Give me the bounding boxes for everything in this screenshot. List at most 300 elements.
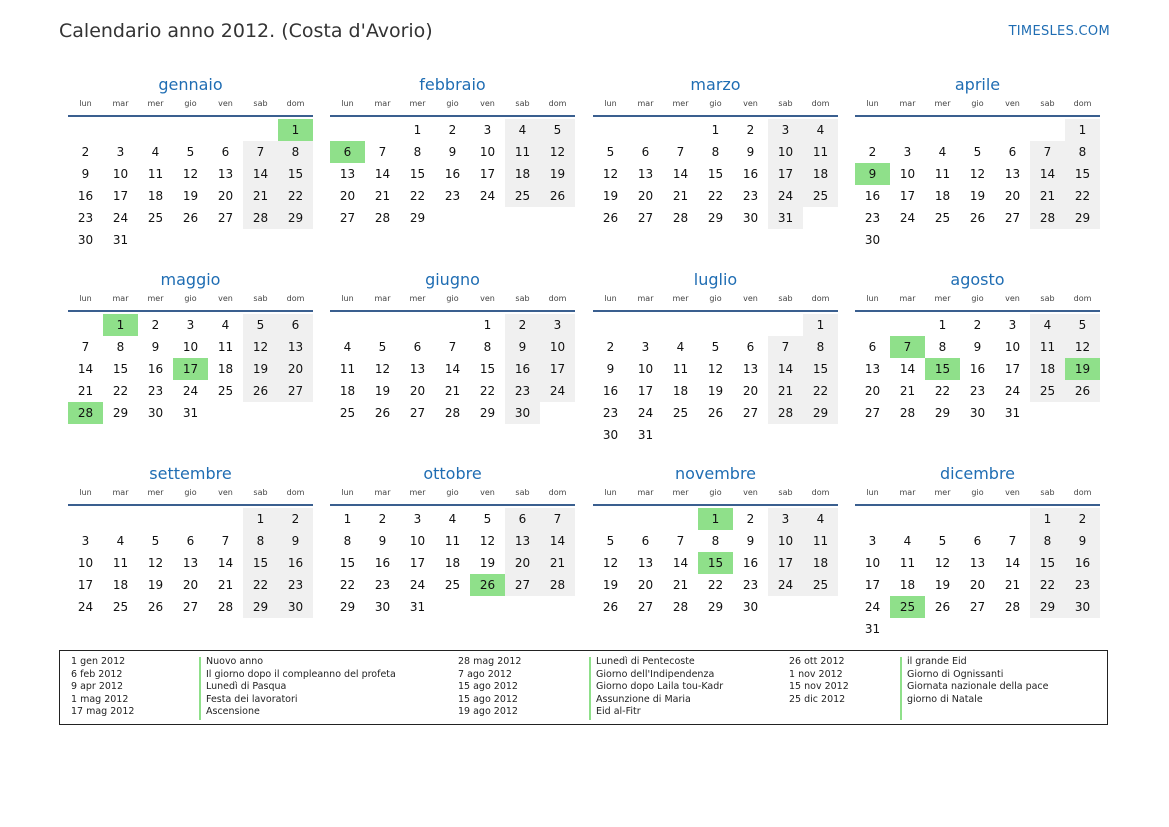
day-cell: 25 — [147, 211, 164, 225]
day-cell: 31 — [768, 207, 803, 229]
month-settembre — [68, 463, 313, 618]
day-cell: 3 — [81, 534, 90, 548]
month-aprile — [855, 74, 1100, 251]
day-cell: 7 — [1030, 141, 1065, 163]
day-cell: 18 — [444, 556, 461, 570]
weekday-label: mar — [374, 488, 391, 497]
day-cell: 3 — [768, 119, 803, 141]
day-cell: 25 — [934, 211, 951, 225]
holiday-day: 7 — [890, 336, 925, 358]
day-cell: 26 — [602, 211, 619, 225]
day-cell: 20 — [182, 578, 199, 592]
weekday-label: dom — [286, 99, 305, 108]
month-name: maggio — [160, 270, 221, 289]
day-cell: 6 — [413, 340, 422, 354]
day-cell: 16 — [374, 556, 391, 570]
day-cell: 3 — [186, 318, 195, 332]
day-cell: 30 — [742, 600, 759, 614]
day-cell: 12 — [934, 556, 951, 570]
weekday-label: mar — [899, 488, 916, 497]
day-cell: 4 — [151, 145, 160, 159]
day-cell: 5 — [540, 119, 575, 141]
month-rule — [593, 504, 838, 506]
day-cell: 19 — [969, 189, 986, 203]
day-cell: 22 — [243, 574, 278, 596]
day-cell: 23 — [278, 574, 313, 596]
day-cell: 9 — [151, 340, 160, 354]
weekday-label: gio — [709, 294, 722, 303]
day-cell: 18 — [217, 362, 234, 376]
day-cell: 4 — [343, 340, 352, 354]
day-cell: 28 — [1030, 207, 1065, 229]
day-cell: 28 — [768, 402, 803, 424]
holiday-day: 25 — [890, 596, 925, 618]
day-cell: 29 — [112, 406, 129, 420]
day-cell: 1 — [483, 318, 492, 332]
weekday-label: lun — [604, 488, 617, 497]
day-cell: 11 — [217, 340, 234, 354]
month-rule — [330, 504, 575, 506]
day-cell: 7 — [81, 340, 90, 354]
legend-date: 25 dic 2012 — [789, 693, 846, 705]
day-cell: 4 — [803, 119, 838, 141]
day-cell: 30 — [969, 406, 986, 420]
day-cell: 3 — [868, 534, 877, 548]
day-cell: 18 — [899, 578, 916, 592]
legend-date: 26 ott 2012 — [789, 656, 845, 667]
day-cell: 18 — [803, 552, 838, 574]
day-cell: 1 — [938, 318, 947, 332]
day-cell: 10 — [112, 167, 129, 181]
day-cell: 9 — [1065, 530, 1100, 552]
legend-holiday: Nuovo anno — [206, 656, 264, 667]
legend-dates-1 — [71, 656, 134, 719]
day-cell: 7 — [448, 340, 457, 354]
month-name: dicembre — [939, 464, 1016, 483]
day-grid — [855, 314, 1100, 424]
month-name: gennaio — [158, 75, 223, 94]
day-cell: 21 — [374, 189, 391, 203]
day-cell: 2 — [973, 318, 982, 332]
day-cell: 10 — [479, 145, 496, 159]
day-cell: 30 — [864, 233, 881, 247]
day-cell: 25 — [339, 406, 356, 420]
day-cell: 5 — [938, 534, 947, 548]
weekday-label: lun — [341, 294, 354, 303]
legend-date: 17 mag 2012 — [71, 706, 135, 718]
legend-holiday: giorno di Natale — [907, 693, 983, 705]
day-cell: 17 — [540, 358, 575, 380]
weekday-label: mer — [934, 99, 951, 108]
month-rule — [855, 504, 1100, 506]
day-cell: 18 — [803, 163, 838, 185]
day-cell: 13 — [339, 167, 356, 181]
day-cell: 6 — [641, 145, 650, 159]
day-cell: 14 — [1004, 556, 1021, 570]
day-cell: 21 — [444, 384, 461, 398]
day-cell: 11 — [505, 141, 540, 163]
month-name: febbraio — [419, 75, 486, 94]
day-cell: 22 — [479, 384, 496, 398]
day-cell: 25 — [505, 185, 540, 207]
legend-date: 1 mag 2012 — [71, 693, 129, 705]
day-grid — [593, 119, 838, 229]
day-cell: 4 — [676, 340, 685, 354]
weekday-label: mer — [934, 294, 951, 303]
day-cell: 20 — [217, 189, 234, 203]
day-cell: 24 — [112, 211, 129, 225]
day-cell: 2 — [868, 145, 877, 159]
month-rule — [68, 310, 313, 312]
day-cell: 16 — [505, 358, 540, 380]
day-cell: 25 — [803, 574, 838, 596]
day-cell: 10 — [768, 530, 803, 552]
month-gennaio — [68, 74, 313, 251]
day-cell: 6 — [1008, 145, 1017, 159]
day-cell: 7 — [676, 145, 685, 159]
day-cell: 6 — [221, 145, 230, 159]
weekday-label: gio — [446, 294, 459, 303]
weekday-label: gio — [446, 99, 459, 108]
weekday-label: sab — [253, 294, 268, 303]
legend-date: 19 ago 2012 — [458, 706, 518, 718]
day-cell: 29 — [243, 596, 278, 618]
day-cell: 22 — [409, 189, 426, 203]
day-cell: 22 — [112, 384, 129, 398]
day-cell: 5 — [973, 145, 982, 159]
day-cell: 1 — [413, 123, 422, 137]
day-cell: 5 — [606, 145, 615, 159]
weekday-label: sab — [1040, 99, 1055, 108]
day-cell: 11 — [934, 167, 951, 181]
month-maggio — [68, 269, 313, 424]
day-cell: 13 — [637, 167, 654, 181]
day-cell: 17 — [899, 189, 916, 203]
day-cell: 11 — [444, 534, 461, 548]
holiday-day: 1 — [698, 508, 733, 530]
legend-holiday: Giorno dopo Laila tou-Kadr — [596, 681, 724, 693]
legend-names-2 — [596, 656, 723, 719]
day-cell: 29 — [707, 600, 724, 614]
day-cell: 24 — [409, 578, 426, 592]
day-cell: 8 — [803, 336, 838, 358]
weekday-label: ven — [480, 294, 495, 303]
day-cell: 6 — [746, 340, 755, 354]
day-cell: 12 — [540, 141, 575, 163]
day-cell: 29 — [803, 402, 838, 424]
weekday-label: mar — [637, 99, 654, 108]
legend-holiday: Lunedì di Pentecoste — [596, 656, 695, 667]
day-cell: 8 — [711, 145, 720, 159]
day-grid — [330, 119, 575, 229]
weekday-label: lun — [79, 99, 92, 108]
day-grid — [68, 314, 313, 424]
legend-holiday: Eid al-Fitr — [596, 706, 641, 718]
day-cell: 23 — [864, 211, 881, 225]
day-cell: 17 — [479, 167, 496, 181]
month-name: aprile — [954, 75, 1001, 94]
day-cell: 27 — [864, 406, 881, 420]
weekday-label: sab — [515, 99, 530, 108]
day-cell: 26 — [934, 600, 951, 614]
weekday-label: sab — [778, 294, 793, 303]
day-cell: 11 — [672, 362, 689, 376]
legend-holiday: il grande Eid — [907, 656, 967, 667]
day-cell: 18 — [934, 189, 951, 203]
day-cell: 4 — [448, 512, 457, 526]
holiday-day: 15 — [925, 358, 960, 380]
day-cell: 24 — [182, 384, 199, 398]
day-cell: 20 — [637, 578, 654, 592]
month-rule — [330, 310, 575, 312]
day-cell: 22 — [934, 384, 951, 398]
day-cell: 9 — [746, 534, 755, 548]
day-cell: 16 — [278, 552, 313, 574]
day-cell: 14 — [243, 163, 278, 185]
day-cell: 11 — [1030, 336, 1065, 358]
day-cell: 16 — [742, 556, 759, 570]
site-link[interactable]: TIMESLES.COM — [1008, 24, 1110, 39]
day-cell: 15 — [409, 167, 426, 181]
day-cell: 16 — [969, 362, 986, 376]
weekday-label: mer — [672, 99, 689, 108]
legend-date: 7 ago 2012 — [458, 668, 512, 680]
day-cell: 24 — [479, 189, 496, 203]
day-cell: 28 — [374, 211, 391, 225]
day-cell: 1 — [1065, 119, 1100, 141]
weekday-label: sab — [253, 99, 268, 108]
legend-date: 15 ago 2012 — [458, 693, 518, 705]
day-cell: 13 — [409, 362, 426, 376]
weekday-label: gio — [184, 99, 197, 108]
day-cell: 2 — [746, 123, 755, 137]
page-title: Calendario anno 2012. (Costa d'Avorio) — [59, 20, 433, 42]
day-cell: 24 — [540, 380, 575, 402]
day-cell: 9 — [746, 145, 755, 159]
legend-names-1 — [206, 656, 396, 719]
day-cell: 18 — [505, 163, 540, 185]
day-cell: 12 — [602, 556, 619, 570]
month-marzo — [593, 74, 838, 229]
day-cell: 27 — [969, 600, 986, 614]
day-cell: 8 — [116, 340, 125, 354]
day-cell: 3 — [116, 145, 125, 159]
day-cell: 10 — [182, 340, 199, 354]
day-cell: 29 — [707, 211, 724, 225]
weekday-label: gio — [971, 294, 984, 303]
weekday-header — [68, 99, 313, 112]
day-cell: 8 — [938, 340, 947, 354]
weekday-label: dom — [548, 294, 567, 303]
day-cell: 14 — [899, 362, 916, 376]
day-cell: 30 — [77, 233, 94, 247]
month-rule — [330, 115, 575, 117]
day-cell: 4 — [938, 145, 947, 159]
day-cell: 28 — [1004, 600, 1021, 614]
weekday-label: mer — [409, 294, 426, 303]
day-cell: 25 — [803, 185, 838, 207]
day-cell: 19 — [602, 578, 619, 592]
weekday-label: gio — [971, 99, 984, 108]
weekday-label: mer — [147, 99, 164, 108]
day-cell: 29 — [934, 406, 951, 420]
day-cell: 6 — [868, 340, 877, 354]
day-cell: 27 — [339, 211, 356, 225]
weekday-label: sab — [1040, 488, 1055, 497]
legend-holiday: Lunedì di Pasqua — [206, 681, 287, 693]
legend-date: 1 gen 2012 — [71, 656, 126, 667]
day-cell: 23 — [742, 189, 759, 203]
day-cell: 27 — [637, 600, 654, 614]
day-grid — [68, 508, 313, 618]
day-cell: 22 — [1065, 185, 1100, 207]
day-cell: 19 — [182, 189, 199, 203]
legend-date: 28 mag 2012 — [458, 656, 522, 667]
day-cell: 24 — [77, 600, 94, 614]
day-cell: 3 — [768, 508, 803, 530]
legend-date: 1 nov 2012 — [789, 668, 843, 680]
day-cell: 10 — [1004, 340, 1021, 354]
day-cell: 12 — [969, 167, 986, 181]
day-cell: 29 — [1030, 596, 1065, 618]
day-cell: 27 — [182, 600, 199, 614]
day-cell: 5 — [606, 534, 615, 548]
day-cell: 5 — [378, 340, 387, 354]
weekday-label: lun — [604, 294, 617, 303]
legend-divider — [900, 657, 902, 720]
weekday-label: sab — [253, 488, 268, 497]
day-cell: 21 — [899, 384, 916, 398]
day-grid — [593, 314, 838, 446]
weekday-label: dom — [811, 294, 830, 303]
day-cell: 26 — [147, 600, 164, 614]
weekday-label: ven — [218, 99, 233, 108]
weekday-label: ven — [218, 294, 233, 303]
day-cell: 4 — [803, 508, 838, 530]
day-cell: 28 — [444, 406, 461, 420]
day-cell: 3 — [483, 123, 492, 137]
day-cell: 23 — [147, 384, 164, 398]
day-cell: 20 — [864, 384, 881, 398]
legend-names-3 — [907, 656, 1049, 706]
day-cell: 25 — [1030, 380, 1065, 402]
day-cell: 2 — [81, 145, 90, 159]
day-cell: 29 — [409, 211, 426, 225]
day-cell: 4 — [505, 119, 540, 141]
day-cell: 19 — [540, 163, 575, 185]
day-cell: 4 — [903, 534, 912, 548]
day-cell: 31 — [112, 233, 129, 247]
weekday-label: dom — [1073, 294, 1092, 303]
day-cell: 9 — [448, 145, 457, 159]
day-cell: 27 — [1004, 211, 1021, 225]
weekday-label: mer — [147, 488, 164, 497]
weekday-label: sab — [778, 99, 793, 108]
day-cell: 19 — [602, 189, 619, 203]
day-cell: 31 — [182, 406, 199, 420]
weekday-label: dom — [548, 99, 567, 108]
day-cell: 22 — [339, 578, 356, 592]
day-cell: 6 — [278, 314, 313, 336]
day-cell: 24 — [864, 600, 881, 614]
day-cell: 31 — [637, 428, 654, 442]
day-grid — [68, 119, 313, 251]
weekday-label: mer — [409, 488, 426, 497]
weekday-label: dom — [548, 488, 567, 497]
day-cell: 17 — [768, 552, 803, 574]
day-cell: 19 — [707, 384, 724, 398]
holiday-day: 19 — [1065, 358, 1100, 380]
day-cell: 20 — [339, 189, 356, 203]
legend-holiday: Giorno di Ognissanti — [907, 668, 1004, 680]
day-cell: 4 — [221, 318, 230, 332]
day-cell: 20 — [637, 189, 654, 203]
day-cell: 17 — [1004, 362, 1021, 376]
day-cell: 14 — [77, 362, 94, 376]
weekday-label: sab — [515, 488, 530, 497]
day-cell: 8 — [413, 145, 422, 159]
holiday-day: 6 — [330, 141, 365, 163]
day-cell: 17 — [864, 578, 881, 592]
day-cell: 16 — [77, 189, 94, 203]
day-cell: 5 — [1065, 314, 1100, 336]
holiday-day: 15 — [698, 552, 733, 574]
month-rule — [68, 115, 313, 117]
day-cell: 13 — [864, 362, 881, 376]
weekday-label: dom — [286, 488, 305, 497]
month-giugno — [330, 269, 575, 424]
legend-date: 15 ago 2012 — [458, 681, 518, 693]
weekday-label: mer — [672, 294, 689, 303]
day-cell: 12 — [1065, 336, 1100, 358]
day-cell: 23 — [969, 384, 986, 398]
month-ottobre — [330, 463, 575, 618]
day-cell: 27 — [742, 406, 759, 420]
weekday-header — [593, 294, 838, 307]
day-cell: 1 — [711, 123, 720, 137]
day-cell: 14 — [672, 556, 689, 570]
month-rule — [855, 310, 1100, 312]
day-cell: 5 — [711, 340, 720, 354]
day-cell: 7 — [378, 145, 387, 159]
day-cell: 24 — [768, 574, 803, 596]
holiday-day: 1 — [278, 119, 313, 141]
day-cell: 24 — [1004, 384, 1021, 398]
day-cell: 10 — [864, 556, 881, 570]
day-cell: 14 — [374, 167, 391, 181]
day-cell: 8 — [1065, 141, 1100, 163]
day-cell: 14 — [444, 362, 461, 376]
day-cell: 28 — [899, 406, 916, 420]
weekday-label: mer — [934, 488, 951, 497]
day-cell: 7 — [243, 141, 278, 163]
weekday-header — [330, 488, 575, 501]
day-cell: 7 — [540, 508, 575, 530]
day-cell: 9 — [81, 167, 90, 181]
day-cell: 20 — [409, 384, 426, 398]
month-name: settembre — [149, 464, 232, 483]
legend-holiday: Giornata nazionale della pace — [907, 681, 1049, 693]
month-rule — [593, 115, 838, 117]
month-name: giugno — [425, 270, 480, 289]
day-cell: 6 — [186, 534, 195, 548]
weekday-label: mar — [374, 99, 391, 108]
day-cell: 15 — [707, 167, 724, 181]
weekday-header — [855, 294, 1100, 307]
day-cell: 21 — [217, 578, 234, 592]
day-cell: 5 — [243, 314, 278, 336]
day-cell: 26 — [243, 380, 278, 402]
